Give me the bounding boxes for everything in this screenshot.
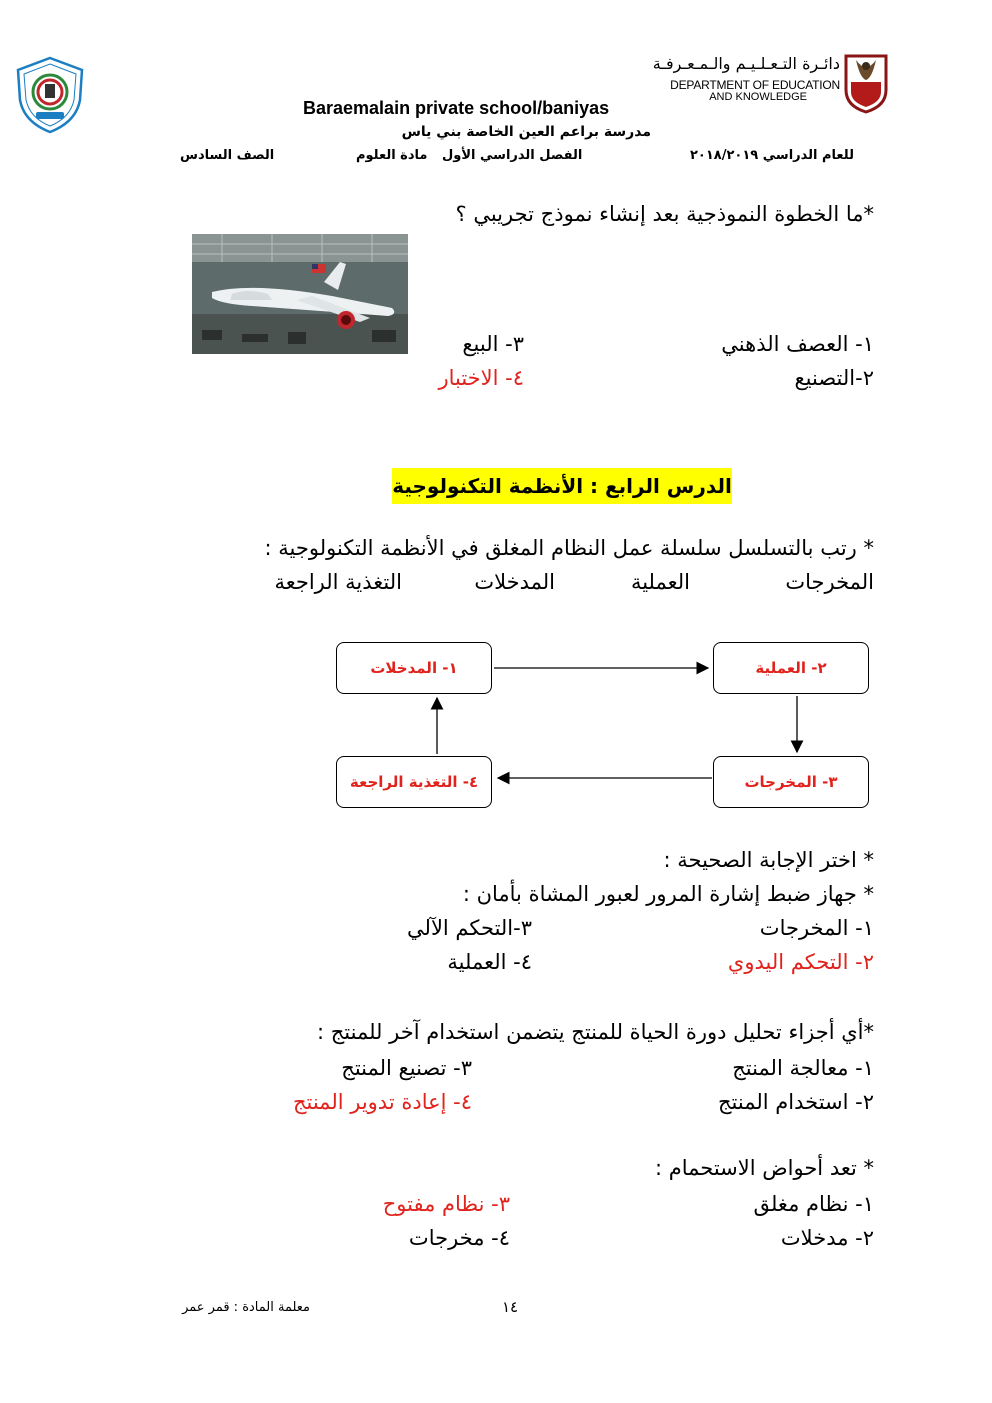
academic-year: للعام الدراسي ٢٠١٨/٢٠١٩ (690, 148, 854, 163)
q3-option-1: ١- المخرجات (759, 916, 874, 940)
q4-option-1: ١- معالجة المنتج (732, 1056, 874, 1080)
q5-option-1: ١- نظام مغلق (753, 1192, 874, 1216)
q4-option-2: ٢- استخدام المنتج (718, 1090, 874, 1114)
term: الفصل الدراسي الأول (442, 148, 583, 163)
diagram-box-feedback: ٤- التغذية الراجعة (336, 756, 492, 808)
diagram-box-process: ٢- العملية (713, 642, 869, 694)
instruction-choose: * اختر الإجابة الصحيحة : (663, 848, 874, 872)
q4-option-3: ٣- تصنيع المنتج (341, 1056, 472, 1080)
lesson-title: الدرس الرابع : الأنظمة التكنولوجية (392, 468, 732, 504)
q1-option-2: ٢-التصنيع (794, 366, 874, 390)
footer-teacher: معلمة المادة : قمر عمر (182, 1300, 310, 1315)
q4-option-4-answer: ٤- إعادة تدوير المنتج (292, 1090, 472, 1114)
diagram-box-inputs: ١- المدخلات (336, 642, 492, 694)
q1-option-1: ١- العصف الذهني (721, 332, 874, 356)
q1-option-3: ٣- البيع (462, 332, 524, 356)
dept-name-english-line2: AND KNOWLEDGE (709, 91, 807, 103)
subject: مادة العلوم (356, 148, 428, 163)
q2-word-1: المخرجات (785, 570, 874, 594)
q1-option-4-answer: ٤- الاختبار (438, 366, 524, 390)
q2-word-3: المدخلات (474, 570, 555, 594)
page-number: ١٤ (501, 1298, 519, 1316)
question-1: *ما الخطوة النموذجية بعد إنشاء نموذج تجريبي ؟ (455, 202, 874, 226)
q3-option-3: ٣-التحكم الآلي (407, 916, 532, 940)
q3-option-2-answer: ٢- التحكم اليدوي (727, 950, 874, 974)
question-5: * تعد أحواض الاستحمام : (654, 1156, 874, 1180)
q2-word-2: العملية (630, 570, 690, 594)
school-name-arabic: مدرسة براعم العين الخاصة بني ياس (401, 124, 651, 140)
grade: الصف السادس (180, 148, 275, 163)
question-2: * رتب بالتسلسل سلسلة عمل النظام المغلق في الأنظمة التكنولوجية : (264, 536, 874, 560)
diagram-box-outputs: ٣- المخرجات (713, 756, 869, 808)
dept-name-arabic: دائـرة التـعـلـيـم والـمـعـرفـة (652, 54, 840, 73)
q5-option-2: ٢- مدخلات (780, 1226, 874, 1250)
question-4: *أي أجزاء تحليل دورة الحياة للمنتج يتضمن استخدام آخر للمنتج : (316, 1020, 874, 1044)
q2-word-4: التغذية الراجعة (274, 570, 402, 594)
q5-option-4: ٤- مخرجات (408, 1226, 510, 1250)
school-name-english: Baraemalain private school/baniyas (303, 98, 610, 118)
q5-option-3-answer: ٣- نظام مفتوح (382, 1192, 510, 1216)
question-3: * جهاز ضبط إشارة المرور لعبور المشاة بأمان : (462, 882, 874, 906)
dept-name-english-line1: DEPARTMENT OF EDUCATION (670, 78, 840, 92)
q3-option-4: ٤- العملية (447, 950, 532, 974)
